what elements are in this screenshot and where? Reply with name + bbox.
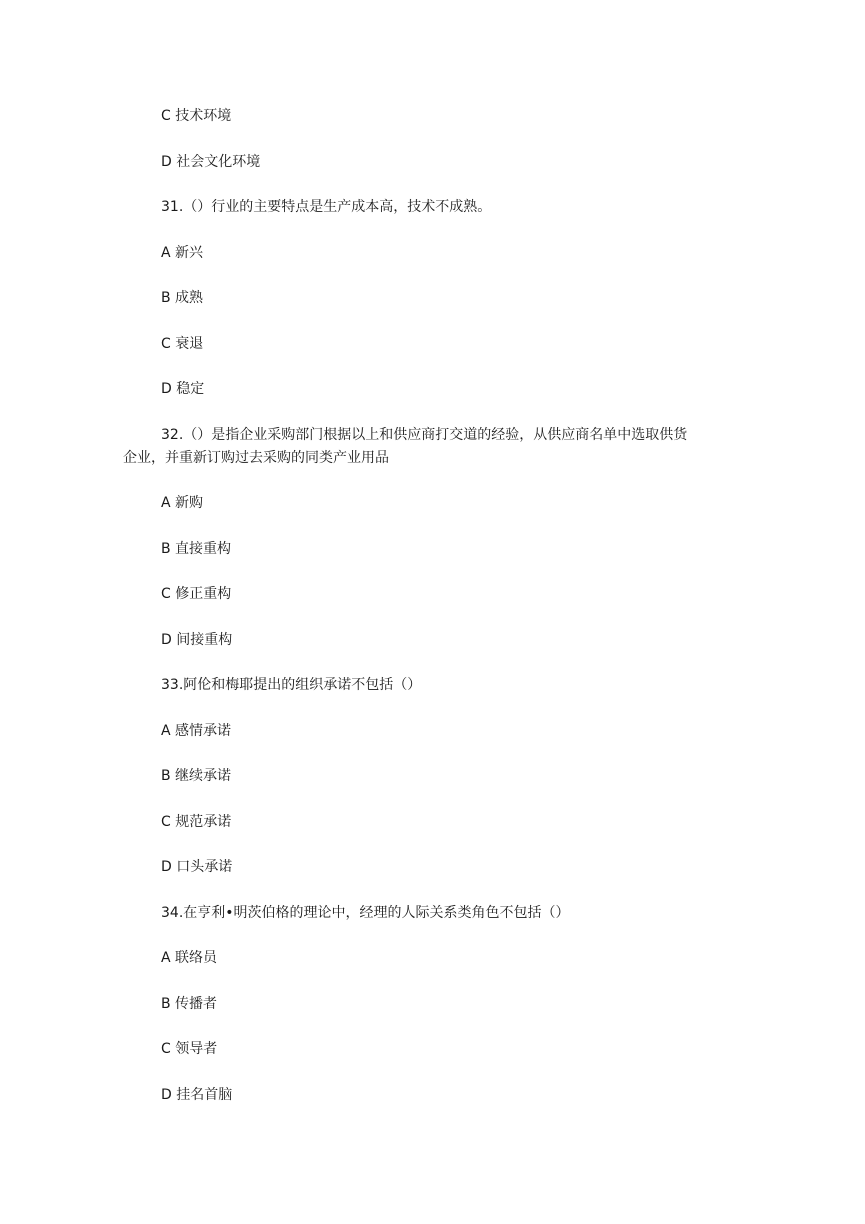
question-34-option-c: C 领导者 <box>161 1041 218 1057</box>
question-32-option-b: B 直接重构 <box>161 541 232 557</box>
prev-option-c: C 技术环境 <box>161 108 232 124</box>
question-34-option-a: A 联络员 <box>161 950 218 966</box>
question-33-option-b: B 继续承诺 <box>161 768 232 784</box>
question-34-stem: 34.在亨利•明茨伯格的理论中，经理的人际关系类角色不包括（） <box>161 905 570 921</box>
question-34-option-d: D 挂名首脑 <box>161 1087 233 1103</box>
question-33-option-a: A 感情承诺 <box>161 723 232 739</box>
question-32-option-c: C 修正重构 <box>161 586 232 602</box>
question-31-option-d: D 稳定 <box>161 381 205 397</box>
question-33-stem: 33.阿伦和梅耶提出的组织承诺不包括（） <box>161 677 422 693</box>
question-32-option-d: D 间接重构 <box>161 632 233 648</box>
question-33-option-d: D 口头承诺 <box>161 859 233 875</box>
question-32-stem-line2: 企业，并重新订购过去采购的同类产业用品 <box>123 450 389 466</box>
question-31-option-a: A 新兴 <box>161 245 204 261</box>
question-33-option-c: C 规范承诺 <box>161 814 232 830</box>
question-34-option-b: B 传播者 <box>161 996 218 1012</box>
question-32-option-a: A 新购 <box>161 495 204 511</box>
question-32-stem-line1: 32.（）是指企业采购部门根据以上和供应商打交道的经验，从供应商名单中选取供货 <box>161 427 688 443</box>
question-31-stem: 31.（）行业的主要特点是生产成本高，技术不成熟。 <box>161 199 492 215</box>
prev-option-d: D 社会文化环境 <box>161 154 261 170</box>
question-31-option-c: C 衰退 <box>161 336 204 352</box>
question-31-option-b: B 成熟 <box>161 290 204 306</box>
